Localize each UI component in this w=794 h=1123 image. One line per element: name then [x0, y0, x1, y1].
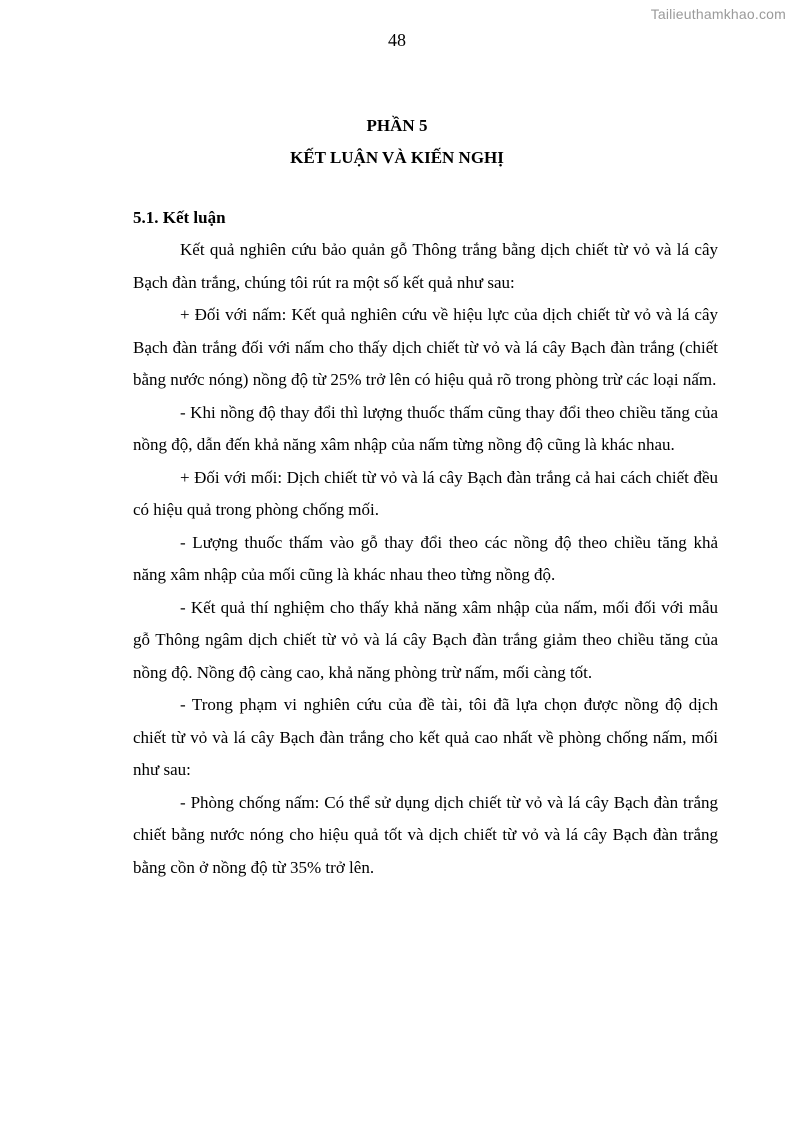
paragraph: + Đối với nấm: Kết quả nghiên cứu về hiệu lực của dịch chiết từ vỏ và lá cây Bạch đàn trắng đối với nấm cho thấy dịch chiết từ vỏ và lá cây Bạch đàn trắng (chiết bằng nước nóng) nồng độ từ 25% trở lên có hiệu quả rõ trong phòng trừ các loại nấm.: [133, 305, 718, 389]
paragraph: - Lượng thuốc thấm vào gỗ thay đổi theo các nồng độ theo chiều tăng khả năng xâm nhập của mối cũng là khác nhau theo từng nồng độ.: [133, 532, 718, 584]
paragraph: Kết quả nghiên cứu bảo quản gỗ Thông trắng bằng dịch chiết từ vỏ và lá cây Bạch đàn trắng, chúng tôi rút ra một số kết quả như sau:: [133, 240, 718, 292]
section-heading: 5.1. Kết luận: [133, 208, 226, 227]
paragraph: - Phòng chống nấm: Có thể sử dụng dịch chiết từ vỏ và lá cây Bạch đàn trắng chiết bằng nước nóng cho hiệu quả tốt và dịch chiết từ vỏ và lá cây Bạch đàn trắng bằng cồn ở nồng độ từ 35% trở lên.: [133, 792, 718, 877]
part-heading: PHẦN 5: [366, 116, 428, 135]
chapter-title: KẾT LUẬN VÀ KIẾN NGHỊ: [290, 148, 504, 167]
watermark: Tailieuthamkhao.com: [650, 6, 786, 22]
body-text: [133, 234, 718, 884]
paragraph: + Đối với mối: Dịch chiết từ vỏ và lá cây Bạch đàn trắng cả hai cách chiết đều có hiệu quả trong phòng chống mối.: [133, 467, 718, 519]
paragraph: - Khi nồng độ thay đổi thì lượng thuốc thấm cũng thay đổi theo chiều tăng của nồng độ, dẫn đến khả năng xâm nhập của nấm từng nồng độ cũng là khác nhau.: [133, 402, 718, 454]
paragraph: - Kết quả thí nghiệm cho thấy khả năng xâm nhập của nấm, mối đối với mẫu gỗ Thông ngâm dịch chiết từ vỏ và lá cây Bạch đàn trắng giảm theo chiều tăng của nồng độ. Nồng độ càng cao, khả năng phòng trừ nấm, mối càng tốt.: [133, 597, 718, 682]
page-number: 48: [388, 30, 406, 50]
paragraph: - Trong phạm vi nghiên cứu của đề tài, tôi đã lựa chọn được nồng độ dịch chiết từ vỏ và lá cây Bạch đàn trắng cho kết quả cao nhất về phòng chống nấm, mối như sau:: [133, 695, 718, 779]
